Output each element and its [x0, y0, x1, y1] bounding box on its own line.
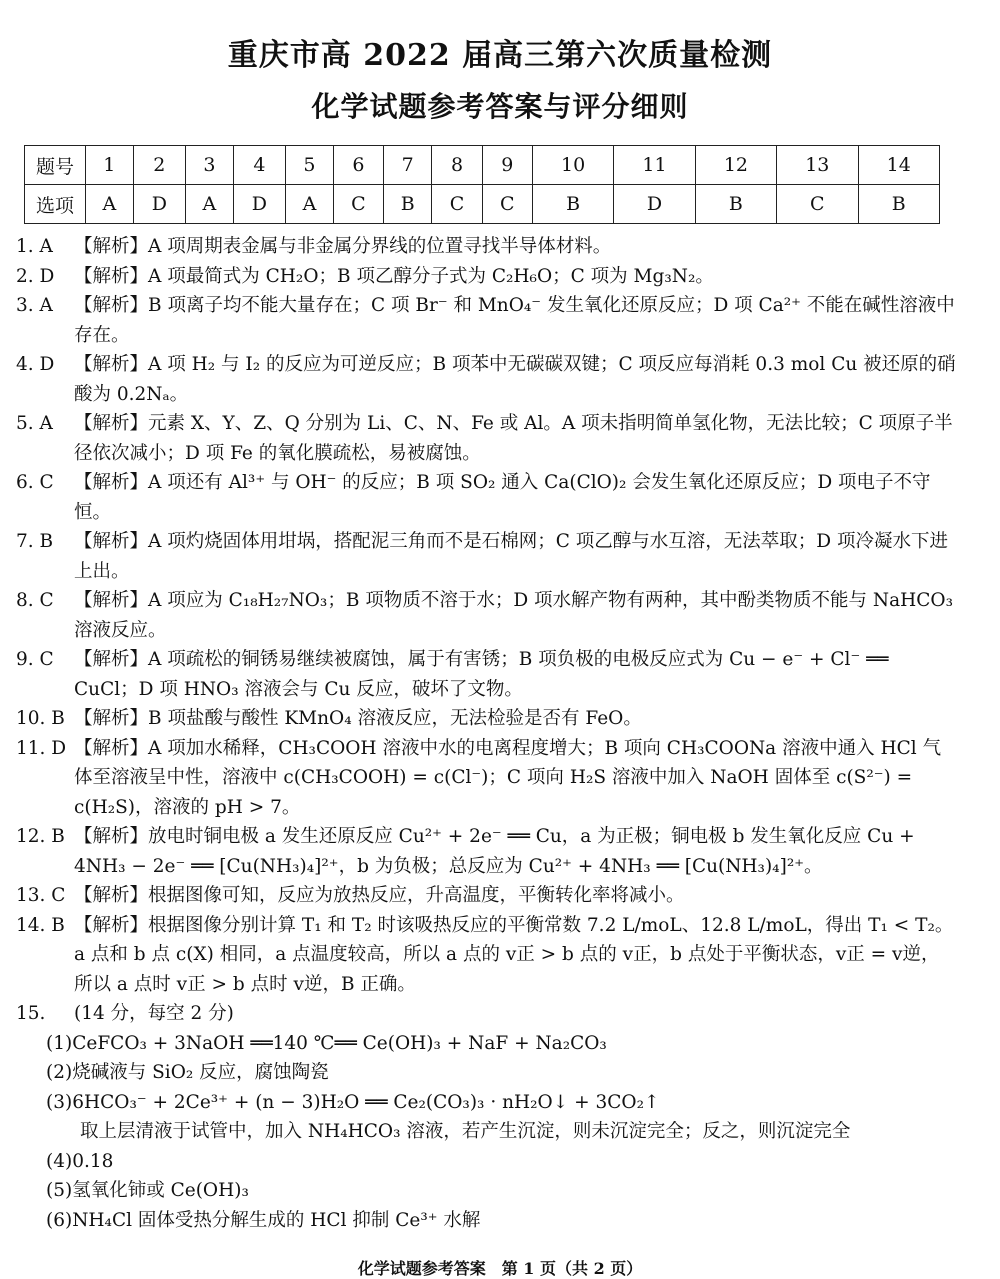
item-number: 3. A: [16, 295, 53, 316]
item-number: 2. D: [16, 265, 55, 287]
item-number: 12. B: [16, 826, 65, 847]
item-number: 10. B: [16, 708, 65, 729]
list-item: [16, 468, 956, 527]
item-number: 7. B: [16, 531, 54, 552]
list-item: [16, 262, 956, 292]
q15-part: [16, 1206, 956, 1236]
table-cell: 6: [333, 146, 383, 185]
table-cell: 10: [532, 146, 613, 185]
item-text: 【解析】A 项灼烧固体用坩埚，搭配泥三角而不是石棉网；C 项乙醇与水互溶，无法萃取；D 项冷凝水下进上出。: [74, 531, 948, 582]
part-text: 烧碱液与 SiO₂ 反应，腐蚀陶瓷: [72, 1062, 329, 1083]
item-text: 【解析】A 项加水稀释，CH₃COOH 溶液中水的电离程度增大；B 项向 CH₃COONa 溶液中通入 HCl 气体至溶液呈中性，溶液中 c(CH₃COOH) = c(Cl⁻)；C 项向 H₂S 溶液中加入 NaOH 固体至 c(S²⁻) = c(H₂S)，溶液的 pH > 7。: [74, 737, 942, 818]
item-number: 9. C: [16, 649, 54, 670]
part-label: (2): [46, 1062, 73, 1083]
table-cell: 11: [614, 146, 695, 185]
table-cell: B: [858, 185, 939, 224]
q15-part-continuation: [16, 1117, 956, 1147]
part-text: 0.18: [72, 1150, 114, 1172]
table-cell: A: [86, 185, 134, 224]
item-text: 【解析】B 项盐酸与酸性 KMnO₄ 溶液反应，无法检验是否有 FeO。: [74, 708, 642, 729]
part-label: (3): [46, 1091, 73, 1113]
list-item: [16, 822, 956, 881]
question-15-score: (14 分，每空 2 分): [74, 1003, 234, 1024]
row-header-question: 题号: [25, 146, 86, 185]
table-cell: B: [695, 185, 776, 224]
list-item: [16, 586, 956, 645]
q15-part: [16, 1088, 956, 1118]
item-text: 【解析】根据图像可知，反应为放热反应，升高温度，平衡转化率将减小。: [74, 885, 685, 906]
item-number: 11. D: [16, 737, 67, 759]
table-cell: 14: [858, 146, 939, 185]
q15-part: [16, 1176, 956, 1206]
item-text: 【解析】A 项疏松的铜锈易继续被腐蚀，属于有害锈；B 项负极的电极反应式为 Cu − e⁻ + Cl⁻ ══ CuCl；D 项 HNO₃ 溶液会与 Cu 反应，破坏了文物。: [74, 649, 889, 700]
table-cell: C: [333, 185, 383, 224]
table-cell: 12: [695, 146, 776, 185]
item-number: 8. C: [16, 590, 54, 611]
answer-table: [24, 145, 940, 224]
item-text: 【解析】A 项周期表金属与非金属分界线的位置寻找半导体材料。: [74, 236, 612, 257]
part-label: (6): [46, 1209, 73, 1231]
table-cell: 9: [482, 146, 532, 185]
page-title: 重庆市高 2022 届高三第六次质量检测: [227, 38, 773, 73]
table-row-numbers: [25, 146, 940, 185]
part-text: NH₄Cl 固体受热分解生成的 HCl 抑制 Ce³⁺ 水解: [72, 1209, 481, 1231]
list-item: [16, 350, 956, 409]
item-number: 15.: [16, 1003, 46, 1024]
item-text: 【解析】A 项还有 Al³⁺ 与 OH⁻ 的反应；B 项 SO₂ 通入 Ca(ClO)₂ 会发生氧化还原反应；D 项电子不守恒。: [74, 472, 931, 523]
table-cell: D: [614, 185, 695, 224]
table-cell: 13: [777, 146, 858, 185]
list-item: [16, 911, 956, 1000]
table-cell: B: [384, 185, 432, 224]
table-cell: D: [233, 185, 285, 224]
list-item: [16, 881, 956, 911]
q15-part: [16, 1058, 956, 1088]
item-number: 13. C: [16, 885, 66, 906]
item-number: 4. D: [16, 354, 55, 375]
page-subtitle: 化学试题参考答案与评分细则: [311, 90, 689, 123]
table-cell: C: [432, 185, 482, 224]
part-text: CeFCO₃ + 3NaOH ══140 ℃══ Ce(OH)₃ + NaF + Na₂CO₃: [72, 1032, 607, 1054]
item-number: 14. B: [16, 914, 65, 936]
item-number: 6. C: [16, 472, 54, 493]
table-cell: A: [186, 185, 234, 224]
part-label: (4): [46, 1150, 73, 1172]
page-footer: 化学试题参考答案 第 1 页（共 2 页）: [357, 1259, 643, 1278]
list-item: [16, 232, 956, 262]
list-item: [16, 409, 956, 468]
table-cell: C: [777, 185, 858, 224]
q15-part: [16, 1029, 956, 1059]
explanations: [16, 232, 956, 1235]
row-header-choice: 选项: [25, 185, 86, 224]
table-cell: 2: [133, 146, 185, 185]
table-cell: D: [133, 185, 185, 224]
table-cell: 8: [432, 146, 482, 185]
part-text: 6HCO₃⁻ + 2Ce³⁺ + (n − 3)H₂O ══ Ce₂(CO₃)₃ · nH₂O↓ + 3CO₂↑: [72, 1091, 660, 1113]
part-text: 取上层清液于试管中，加入 NH₄HCO₃ 溶液，若产生沉淀，则未沉淀完全；反之，则沉淀完全: [80, 1121, 851, 1142]
item-number: 1. A: [16, 236, 53, 257]
list-item: [16, 704, 956, 734]
table-cell: 5: [286, 146, 334, 185]
question-15-heading: [16, 999, 956, 1029]
table-cell: 4: [233, 146, 285, 185]
item-text: 【解析】A 项 H₂ 与 I₂ 的反应为可逆反应；B 项苯中无碳碳双键；C 项反应每消耗 0.3 mol Cu 被还原的硝酸为 0.2Nₐ。: [74, 354, 956, 405]
table-cell: A: [286, 185, 334, 224]
part-label: (1): [46, 1032, 73, 1054]
item-text: 【解析】放电时铜电极 a 发生还原反应 Cu²⁺ + 2e⁻ ══ Cu，a 为正极；铜电极 b 发生氧化反应 Cu + 4NH₃ − 2e⁻ ══ [Cu(NH₃)₄]²⁺，b 为负极；总反应为 Cu²⁺ + 4NH₃ ══ [Cu(NH₃)₄]²⁺。: [74, 826, 915, 877]
item-text: 【解析】根据图像分别计算 T₁ 和 T₂ 时该吸热反应的平衡常数 7.2 L/moL、12.8 L/moL，得出 T₁ < T₂。a 点和 b 点 c(X) 相同，a 点温度较高，所以 a 点的 v正 > b 点的 v正，b 点处于平衡状态，v正 = v逆，所以 a 点时 v正 > b 点时 v逆，B 正确。: [74, 914, 954, 995]
part-text: 氢氧化铈或 Ce(OH)₃: [72, 1180, 249, 1201]
table-cell: 7: [384, 146, 432, 185]
item-text: 【解析】A 项应为 C₁₈H₂₇NO₃；B 项物质不溶于水；D 项水解产物有两种，其中酚类物质不能与 NaHCO₃ 溶液反应。: [74, 590, 954, 641]
list-item: [16, 527, 956, 586]
part-label: (5): [46, 1180, 73, 1201]
q15-part: [16, 1147, 956, 1177]
table-cell: 1: [86, 146, 134, 185]
table-cell: C: [482, 185, 532, 224]
list-item: [16, 291, 956, 350]
item-number: 5. A: [16, 413, 53, 434]
table-row-choices: [25, 185, 940, 224]
item-text: 【解析】元素 X、Y、Z、Q 分别为 Li、C、N、Fe 或 Al。A 项未指明简单氢化物，无法比较；C 项原子半径依次减小；D 项 Fe 的氧化膜疏松，易被腐蚀。: [74, 413, 953, 464]
list-item: [16, 734, 956, 823]
list-item: [16, 645, 956, 704]
item-text: 【解析】B 项离子均不能大量存在；C 项 Br⁻ 和 MnO₄⁻ 发生氧化还原反应；D 项 Ca²⁺ 不能在碱性溶液中存在。: [74, 295, 955, 346]
table-cell: 3: [186, 146, 234, 185]
table-cell: B: [532, 185, 613, 224]
item-text: 【解析】A 项最简式为 CH₂O；B 项乙醇分子式为 C₂H₆O；C 项为 Mg₃N₂。: [74, 265, 714, 287]
